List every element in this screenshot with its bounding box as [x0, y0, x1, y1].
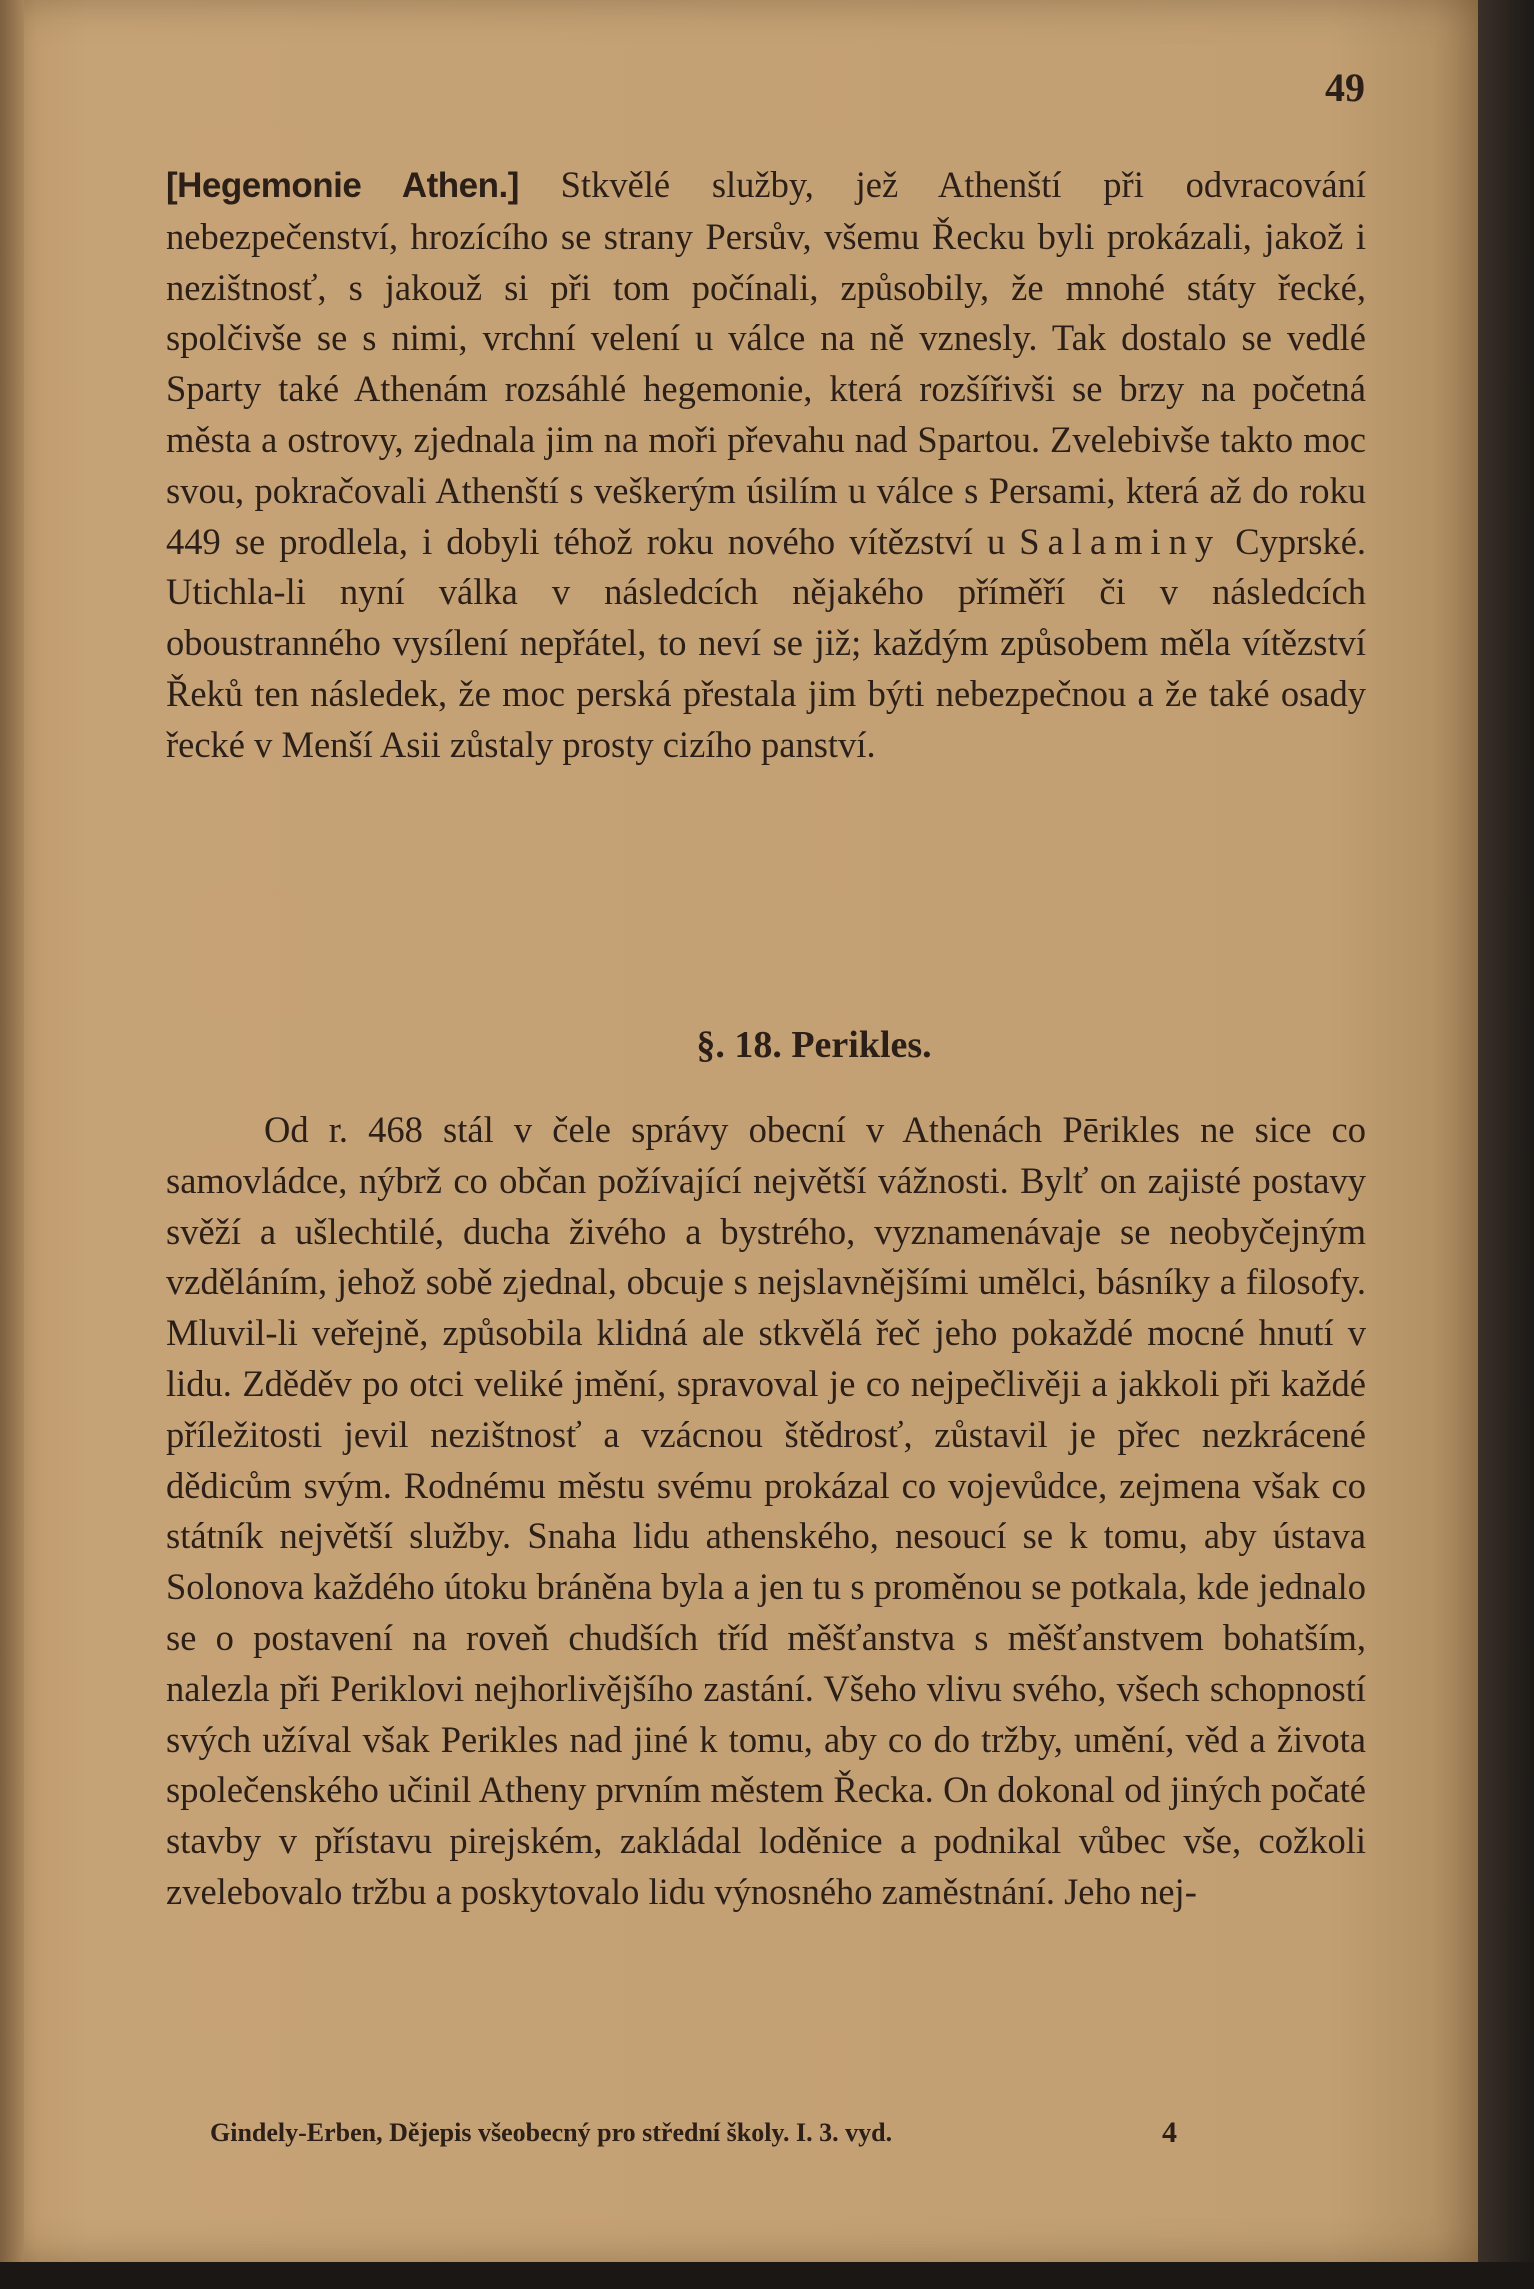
book-edge-right	[1478, 0, 1534, 2289]
paragraph-perikles: Od r. 468 stál v čele správy obecní v Athenách Pērikles ne sice co samovládce, nýbrž co občan požívající největší vážnosti. Bylť on zajisté postavy svěží a ušlechtilé, ducha živého a bystrého, vyznamenávaje se neobyčejným vzděláním, jehož sobě zjednal, obcuje s nejslavnějšími umělci, básníky a filosofy. Mluvil-li veřejně, způsobila klidná ale stkvělá řeč jeho pokaždé mocné hnutí v lidu. Zděděv po otci veliké jmění, spravoval je co nejpečlivěji a jakkoli při každé příležitosti jevil nezištnosť a vzácnou štědrosť, zůstavil je přec nezkrácené dědicům svým. Rodnému městu svému prokázal co vojevůdce, zejmena však co státník největší služby. Snaha lidu athenského, nesoucí se k tomu, aby ústava Solonova každého útoku bráněna byla a jen tu s proměnou se potkala, kde jednalo se o postavení na roveň chudších tříd měšťanstva s měšťanstvem bohatším, nalezla při Periklovi nejhorlivějšího zastání. Všeho vlivu svého, všech schopností svých užíval však Perikles nad jiné k tomu, aby co do tržby, umění, věd a života společenského učinil Atheny prvním městem Řecka. On dokonal od jiných počaté stavby v přístavu pirejském, zakládal loděnice a podnikal vůbec vše, cožkoli zvelebovalo tržbu a poskytovalo lidu výnosného zaměstnání. Jeho nej-	[166, 1109, 1366, 1912]
footer-citation: Gindely-Erben, Dějepis všeobecný pro střední školy. I. 3. vyd.	[210, 2118, 893, 2147]
page-spine-shadow	[0, 0, 24, 2262]
paragraph-hegemonie	[166, 160, 1366, 771]
book-edge-bottom	[0, 2262, 1534, 2289]
paragraph-text-part2: Cyprské. Utichla-li nyní válka v následcích nějakého příměří či v následcích oboustranného vysílení nepřátel, to neví se již; každým způsobem měla vítězství Řeků ten následek, že moc perská přestala jim býti nebezpečnou a že také osady řecké v Menší Asii zůstaly prosty cizího panství.	[166, 520, 1367, 765]
sidehead-hegemonie: [Hegemonie Athen.]	[166, 166, 519, 205]
signature-mark: 4	[1162, 2116, 1177, 2149]
page-number: 49	[1325, 65, 1365, 110]
emphasized-word: Salaminy	[1019, 520, 1222, 562]
section-heading: §. 18. Perikles.	[696, 1024, 932, 1066]
paragraph-text-part1: Stkvělé služby, jež Athenští při odvracování nebezpečenství, hrozícího se strany Persův, všemu Řecku byli prokázali, jakož i nezištnosť, s jakouž si při tom počínali, způsobily, že mnohé státy řecké, spolčivše se s nimi, vrchní velení u válce na ně vznesly. Tak dostalo se vedlé Sparty také Athenám rozsáhlé hegemonie, která rozšířivši se brzy na početná města a ostrovy, zjednala jim na moři převahu nad Spartou. Zvelebivše takto moc svou, pokračovali Athenští s veškerým úsilím u válce s Persami, která až do roku 449 se prodlela, i dobyli téhož roku nového vítězství u	[166, 164, 1366, 562]
page-footer	[210, 2116, 1177, 2149]
